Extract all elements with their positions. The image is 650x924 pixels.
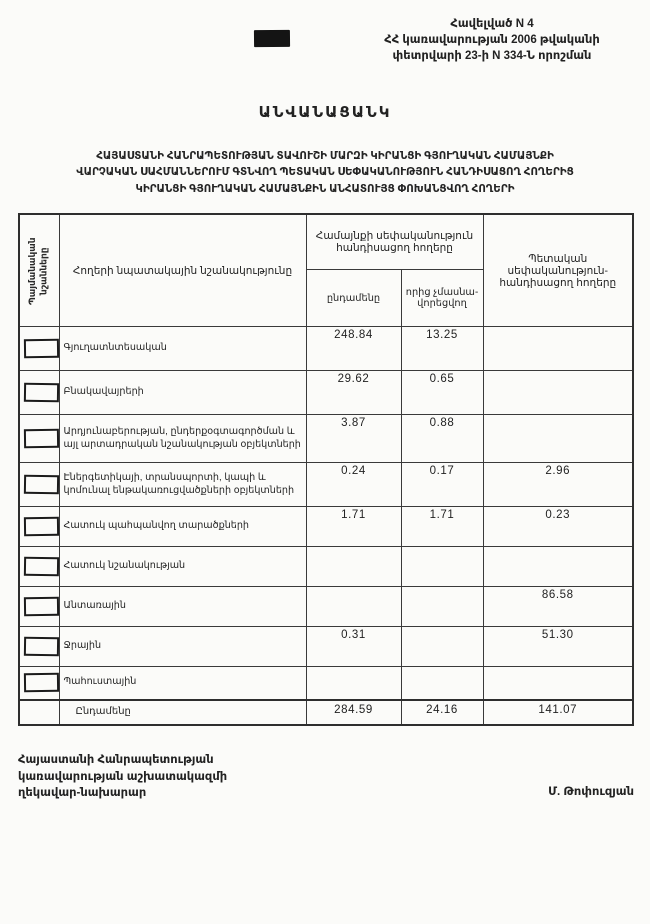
subtitle-line: ՎԱՐՉԱԿԱՆ ՍԱՀՄԱՆՆԵՐՈՒՄ ԳՏՆՎՈՂ ՊԵՏԱԿԱՆ ՍԵՓԱԿԱՆՈՒԹՅՈՒՆ ՀԱՆԴԻՍԱՑՈՂ ՀՈՂԵՐԻՑ [76,167,574,179]
document-subtitle [25,149,625,198]
legend-box-cell [19,507,59,547]
row-community-reserved [401,547,483,587]
table-row [19,463,633,507]
issuer-line: ղեկավար-նախարար [18,787,147,800]
row-state: 0.23 [483,507,633,547]
row-community-reserved [401,587,483,627]
row-state: 51.30 [483,627,633,667]
row-community-total: 0.24 [306,463,401,507]
row-label: Հատուկ պահպանվող տարածքների [59,507,306,547]
table-row [19,507,633,547]
issuer-line: Հայաստանի Հանրապետության [18,754,214,766]
legend-box-icon [24,673,59,692]
row-community-reserved: 0.88 [401,415,483,463]
table-row [19,627,633,667]
table-row [19,327,633,371]
row-state [483,371,633,415]
column-header-purpose: Հողերի նպատակային նշանակությունը [59,214,306,327]
table-header-row [19,214,633,270]
total-label: Ընդամենը [59,700,306,725]
legend-box-cell [19,627,59,667]
legend-box-cell [19,667,59,700]
legend-box-icon [24,383,59,403]
row-community-reserved: 13.25 [401,327,483,371]
row-label: Պահուստային [59,667,306,700]
annex-line: Հավելված N 4 [450,18,534,30]
legend-box-icon [24,517,59,536]
scan-artifact-blob [254,30,290,47]
row-community-total: 248.84 [306,327,401,371]
table-row [19,415,633,463]
page-title: ԱՆՎԱՆԱՑԱՆԿ [258,104,392,121]
legend-box-icon [24,429,59,448]
row-community-total [306,547,401,587]
row-label: Գյուղատնտեսական [59,327,306,371]
table-row [19,587,633,627]
annex-reference [342,16,642,64]
legend-box-icon [24,475,59,495]
row-state [483,327,633,371]
total-community-reserved: 24.16 [401,700,483,725]
table-row [19,547,633,587]
legend-box-cell [19,587,59,627]
row-label: Էներգետիկայի, տրանսպորտի, կապի և կոմունալ ենթակառուցվածքների օբյեկտների [59,463,306,507]
row-label: Արդյունաբերության, ընդերքօգտագործման և այլ արտադրական նշանակության օբյեկտների [59,415,306,463]
row-community-reserved: 1.71 [401,507,483,547]
legend-box-icon [24,637,59,657]
row-label: Բնակավայրերի [59,371,306,415]
row-label: Ջրային [59,627,306,667]
legend-box-icon [24,597,59,616]
column-header-community-total: ընդամենը [306,270,401,327]
column-header-signs [19,214,59,327]
row-label: Անտառային [59,587,306,627]
subtitle-line: ԿԻՐԱՆՑԻ ԳՅՈՒՂԱԿԱՆ ՀԱՄԱՅՆՔԻՆ ԱՆՀԱՏՈՒՅՑ ՓՈԽԱՆՑՎՈՂ ՀՈՂԵՐԻ [135,183,515,195]
row-community-total: 29.62 [306,371,401,415]
row-state [483,547,633,587]
row-state [483,415,633,463]
legend-box-cell [19,547,59,587]
annex-line: ՀՀ կառավարության 2006 թվականի [384,34,600,47]
legend-box-cell [19,371,59,415]
column-header-signs-label: Պայմանական նշանները [27,236,49,305]
row-community-reserved [401,627,483,667]
row-state [483,667,633,700]
row-community-reserved: 0.17 [401,463,483,507]
row-label: Հատուկ նշանակության [59,547,306,587]
annex-line: փետրվարի 23-ի N 334-Ն որոշման [392,50,592,63]
column-header-community-group: Համայնքի սեփականություն հանդիսացող հողերը [306,214,483,270]
legend-box-icon [24,339,59,358]
row-community-reserved: 0.65 [401,371,483,415]
signature-name: Մ. Թոփուզյան [548,786,634,798]
row-community-total: 3.87 [306,415,401,463]
legend-box-cell [19,463,59,507]
column-header-community-reserved: որից չմասնավորեցվող [401,270,483,327]
row-state: 86.58 [483,587,633,627]
legend-box-cell [19,327,59,371]
row-community-total: 0.31 [306,627,401,667]
row-community-total [306,667,401,700]
issuer-block [18,752,227,802]
row-state: 2.96 [483,463,633,507]
total-community-total: 284.59 [306,700,401,725]
subtitle-line: ՀԱՅԱՍՏԱՆԻ ՀԱՆՐԱՊԵՏՈՒԹՅԱՆ ՏԱՎՈՒՇԻ ՄԱՐԶԻ ԿԻՐԱՆՑԻ ԳՅՈՒՂԱԿԱՆ ՀԱՄԱՅՆՔԻ [96,151,554,162]
row-community-total [306,587,401,627]
total-state: 141.07 [483,700,633,725]
table-total-row [19,700,633,725]
issuer-line: կառավարության աշխատակազմի [18,770,228,783]
row-community-reserved [401,667,483,700]
column-header-state: Պետական սեփականություն- հանդիսացող հողերը [483,214,633,327]
land-allocation-table [18,213,634,726]
legend-box-cell-empty [19,700,59,725]
legend-box-cell [19,415,59,463]
table-row [19,371,633,415]
row-community-total: 1.71 [306,507,401,547]
table-row [19,667,633,700]
legend-box-icon [24,557,59,577]
